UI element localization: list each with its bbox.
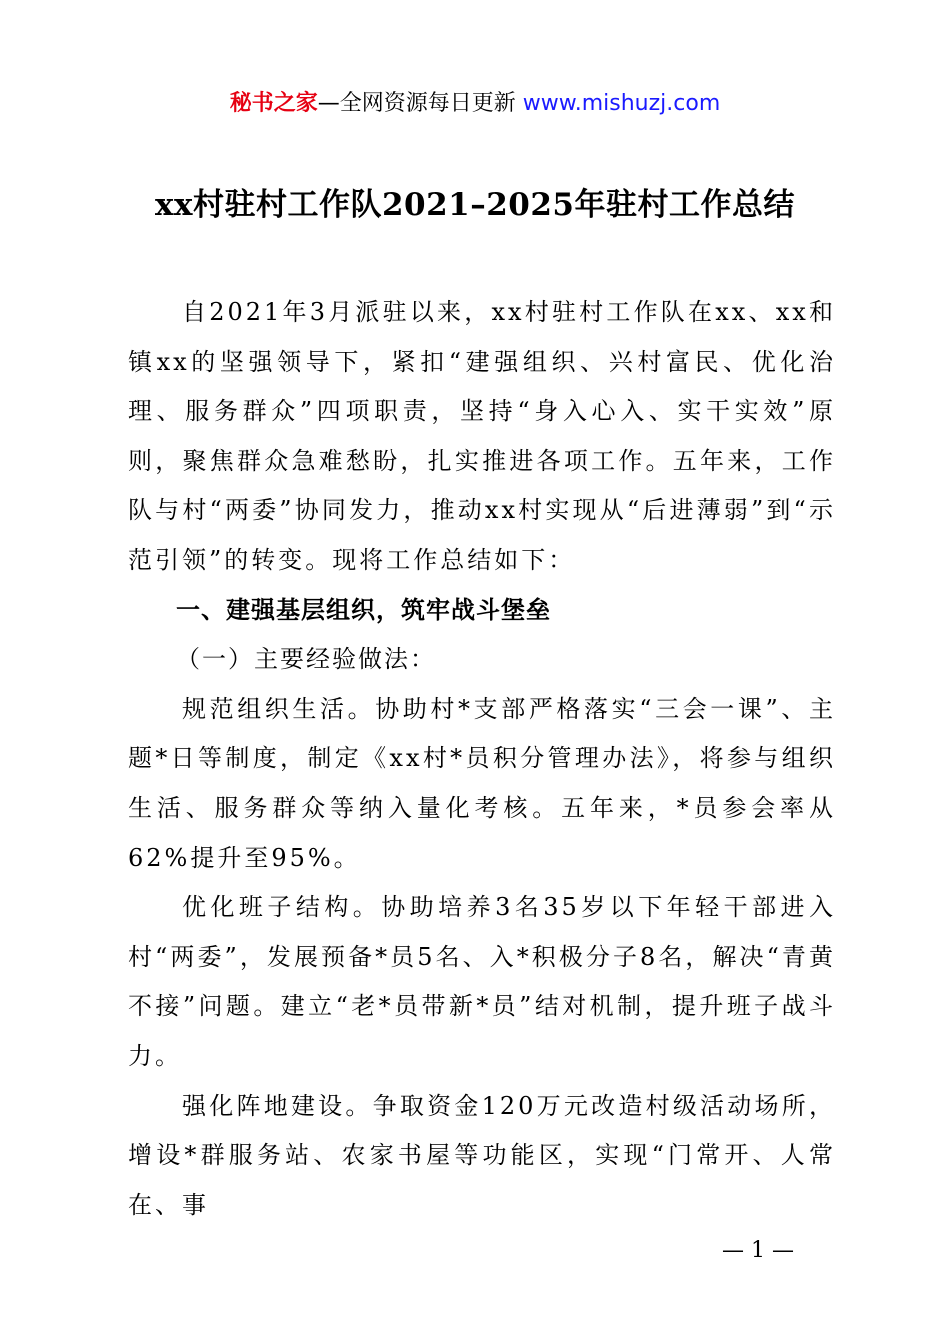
document-title: xx村驻村工作队2021–2025年驻村工作总结	[154, 187, 796, 223]
site-name: 秘书之家	[229, 91, 318, 116]
body-paragraph: 优化班子结构。协助培养3名35岁以下年轻干部进入村“两委”，发展预备*员5名、入*积极分子8名，解决“青黄不接”问题。建立“老*员带新*员”结对机制，提升班子战斗力。	[128, 893, 836, 1070]
site-tagline: —全网资源每日更新	[317, 91, 523, 116]
body-paragraph: 强化阵地建设。争取资金120万元改造村级活动场所，增设*群服务站、农家书屋等功能区，实现“门常开、人常在、事	[128, 1091, 836, 1219]
site-url-link[interactable]: www.mishuzj.com	[522, 91, 721, 116]
document-body	[128, 288, 836, 1230]
body-paragraph: 规范组织生活。协助村*支部严格落实“三会一课”、主题*日等制度，制定《xx村*员积分管理办法》，将参与组织生活、服务群众等纳入量化考核。五年来，*员参会率从62%提升至95%。	[128, 694, 836, 872]
section-heading: 一、建强基层组织，筑牢战斗堡垒	[176, 595, 551, 624]
intro-paragraph: 自2021年3月派驻以来，xx村驻村工作队在xx、xx和镇xx的坚强领导下，紧扣“建强组织、兴村富民、优化治理、服务群众”四项职责，坚持“身入心入、实干实效”原则，聚焦群众急难愁盼，扎实推进各项工作。五年来，工作队与村“两委”协同发力，推动xx村实现从“后进薄弱”到“示范引领”的转变。现将工作总结如下：	[128, 298, 836, 574]
site-header	[0, 88, 950, 120]
subsection-heading: （一）主要经验做法：	[176, 645, 436, 674]
page-number: — 1 —	[722, 1238, 794, 1263]
